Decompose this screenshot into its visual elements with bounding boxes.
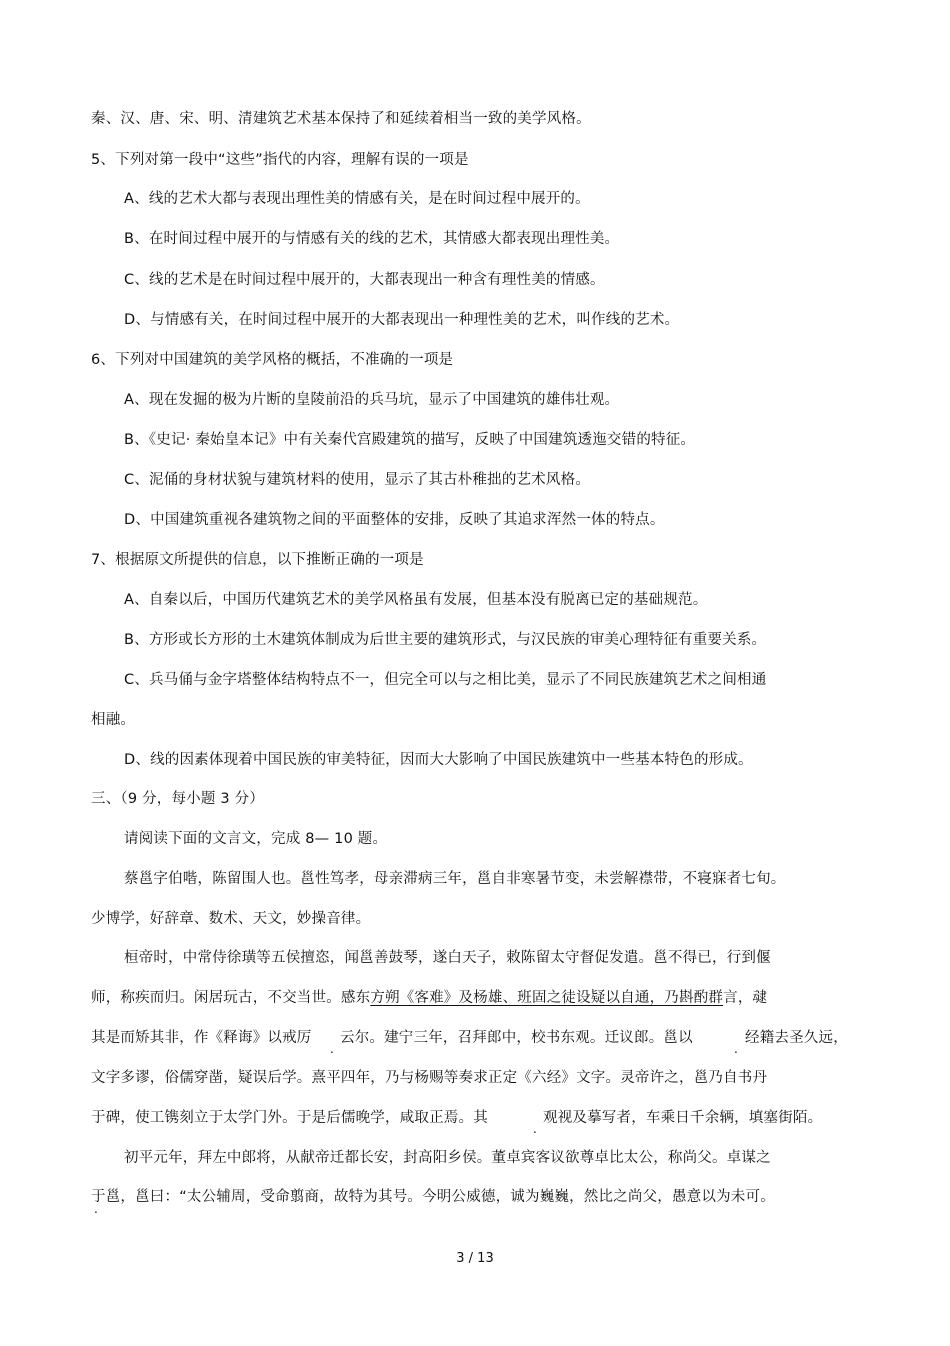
- option-5b: B、在时间过程中展开的与情感有关的线的艺术，其情感大都表现出理性美。: [124, 231, 620, 247]
- passage-line: 于邕，邕曰：“太公辅周，受命翦商，故特为其号。今明公威德，诚为巍巍，然比之尚父，愚意以为未可。: [91, 1189, 775, 1205]
- passage-line: 云尔。建宁三年，召拜郎中，校书东观。迁议郎。邕以: [340, 1030, 693, 1046]
- passage-line: [91, 989, 767, 1007]
- option-6b: B、《史记· 秦始皇本记》中有关秦代宫殿建筑的描写，反映了中国建筑透迤交错的特征。: [124, 432, 696, 448]
- section-3-heading: 三、（9 分，每小题 3 分）: [91, 791, 265, 807]
- question-7: 7、根据原文所提供的信息，以下推断正确的一项是: [91, 552, 424, 568]
- emphasis-dot: .: [330, 1042, 334, 1056]
- emphasis-dot: .: [734, 1042, 738, 1056]
- page-number: 3 / 13: [456, 1251, 494, 1266]
- passage-line: 观视及摹写者，车乘日千余辆，填塞街陌。: [543, 1110, 823, 1126]
- question-5: 5、下列对第一段中“这些”指代的内容，理解有误的一项是: [91, 152, 469, 168]
- passage-line: 桓帝时，中常侍徐璜等五侯擅恣，闻邕善鼓琴，遂白天子，敕陈留太守督促发遣。邕不得已，行到偃: [124, 950, 771, 966]
- passage-line: 文字多谬，俗儒穿凿，疑误后学。熹平四年，乃与杨赐等奏求正定《六经》文字。灵帝许之，邕乃自书丹: [91, 1070, 768, 1086]
- option-6a: A、现在发掘的极为片断的皇陵前沿的兵马坑，显示了中国建筑的雄伟壮观。: [124, 392, 620, 408]
- passage-line: 于碑，使工镌刻立于太学门外。于是后儒晚学，咸取正焉。其: [91, 1110, 488, 1126]
- passage-line: 少博学，好辞章、数术、天文，妙操音律。: [91, 911, 371, 927]
- option-7c-cont: 相融。: [91, 712, 136, 728]
- option-7c: C、兵马俑与金字塔整体结构特点不一，但完全可以与之相比美，显示了不同民族建筑艺术之间相通: [124, 672, 767, 688]
- option-6d: D、中国建筑重视各建筑物之间的平面整体的安排，反映了其追求浑然一体的特点。: [124, 512, 665, 528]
- option-5c: C、线的艺术是在时间过程中展开的，大都表现出一种含有理性美的情感。: [124, 272, 605, 288]
- text-line: 秦、汉、唐、宋、明、清建筑艺术基本保持了和延续着相当一致的美学风格。: [91, 111, 591, 127]
- option-7d: D、线的因素体现着中国民族的审美特征，因而大大影响了中国民族建筑中一些基本特色的形成。: [124, 752, 753, 768]
- passage-line: 初平元年，拜左中郎将，从献帝迁都长安，封高阳乡侯。董卓宾客议欲尊卓比太公，称尚父。卓谋之: [124, 1150, 771, 1166]
- option-5a: A、线的艺术大都与表现出理性美的情感有关，是在时间过程中展开的。: [124, 191, 590, 207]
- passage-line: 其是而矫其非，作《释诲》以戒厉: [91, 1030, 312, 1046]
- emphasis-dot: .: [94, 1202, 98, 1216]
- emphasis-dot: .: [533, 1122, 537, 1136]
- option-7b: B、方形或长方形的土木建筑体制成为后世主要的建筑形式，与汉民族的审美心理特征有重要关系。: [124, 632, 767, 648]
- option-7a: A、自秦以后，中国历代建筑艺术的美学风格虽有发展，但基本没有脱离已定的基础规范。: [124, 592, 708, 608]
- passage-line: 蔡邕字伯喈，陈留围人也。邕性笃孝，母亲滞病三年，邕自非寒暑节变，未尝解襟带，不寝寐者七旬。: [124, 871, 786, 887]
- passage-text: 师，称疾而归。闲居玩古，不交当世。感东: [91, 990, 371, 1006]
- question-6: 6、下列对中国建筑的美学风格的概括，不准确的一项是: [91, 352, 454, 368]
- option-5d: D、与情感有关，在时间过程中展开的大都表现出一种理性美的艺术，叫作线的艺术。: [124, 312, 680, 328]
- instruction: 请阅读下面的文言文，完成 8— 10 题。: [124, 831, 388, 847]
- passage-line: 经籍去圣久远，: [745, 1030, 848, 1046]
- underlined-sentence: 方朔《客难》及杨雄、班固之徒设疑以自通，乃斟酌群: [370, 990, 724, 1006]
- passage-text: 言，叇: [723, 990, 768, 1006]
- option-6c: C、泥俑的身材状貌与建筑材料的使用，显示了其古朴稚拙的艺术风格。: [124, 472, 591, 488]
